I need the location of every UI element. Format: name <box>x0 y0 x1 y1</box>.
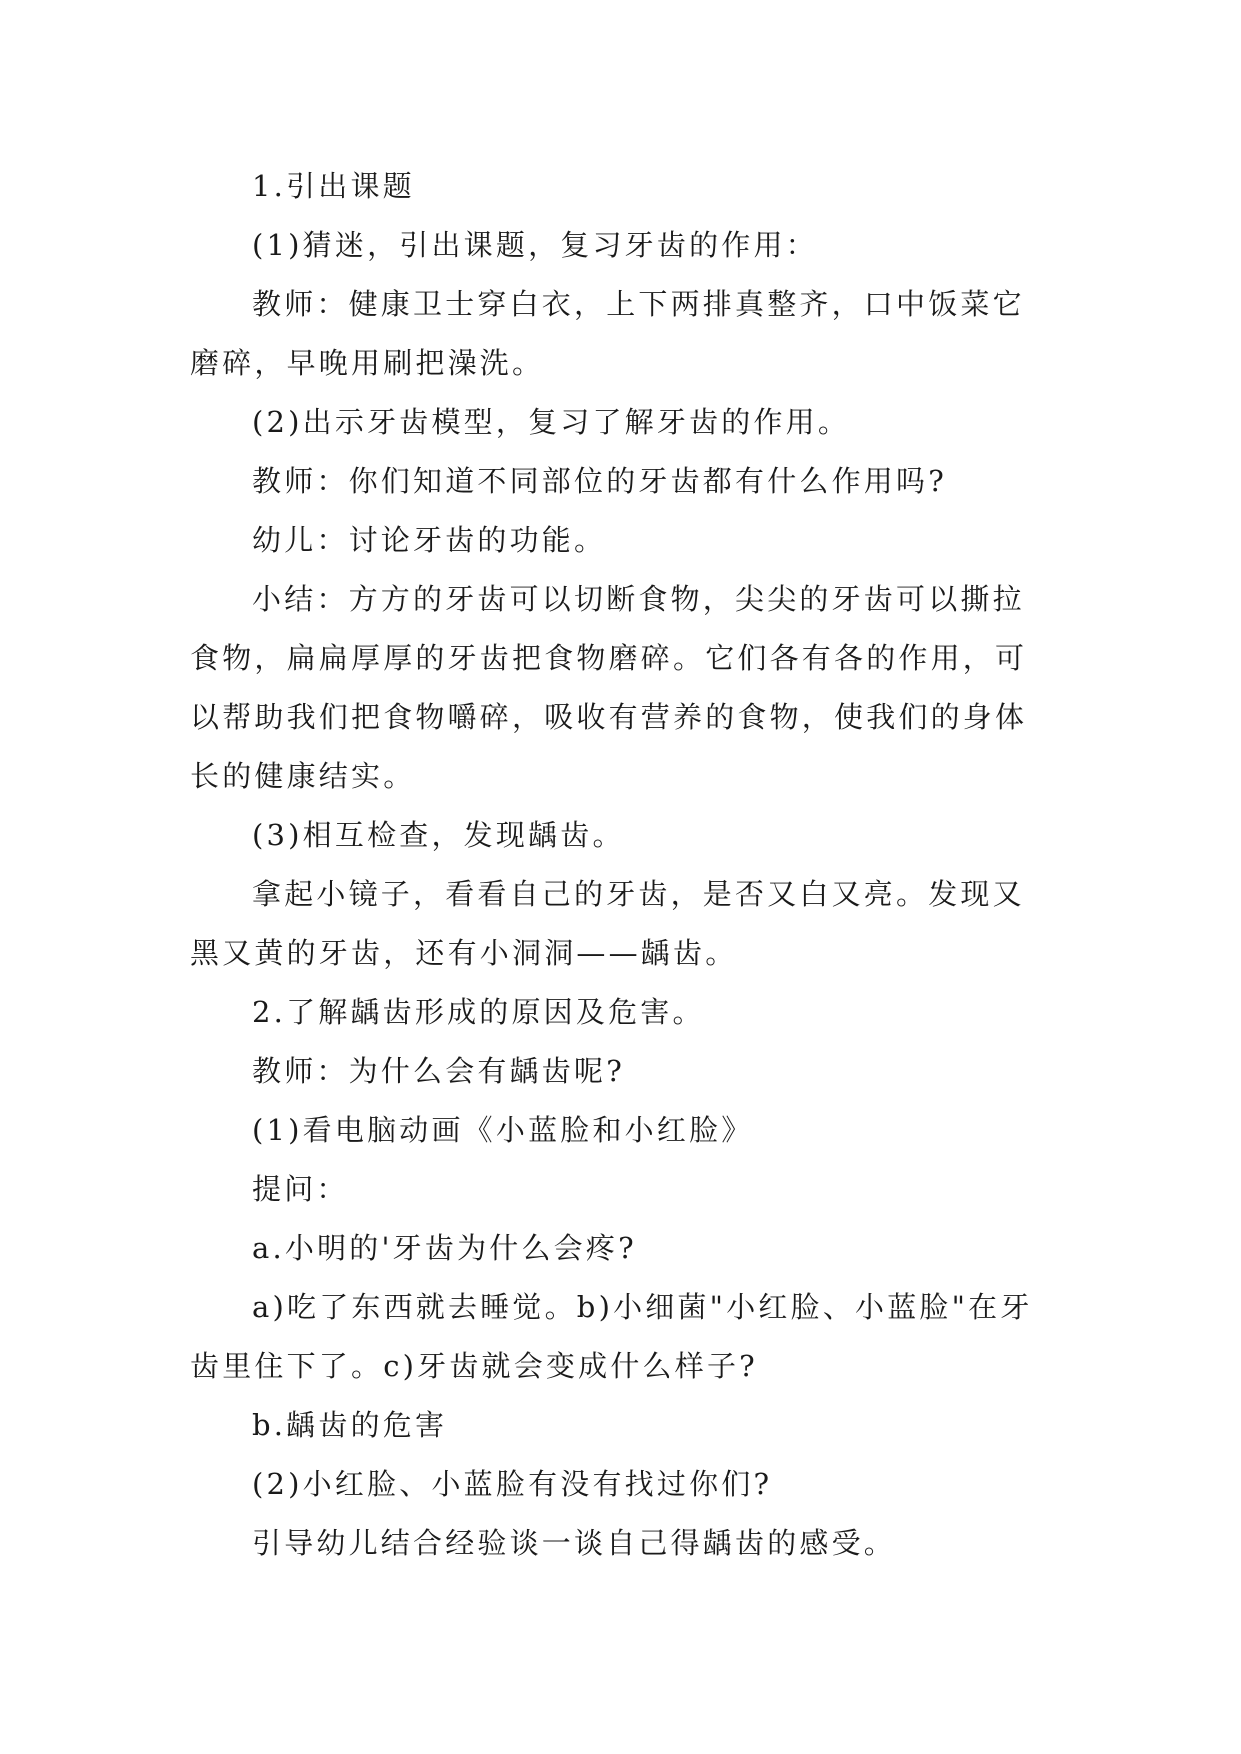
paragraph-teacher-riddle: 教师：健康卫士穿白衣，上下两排真整齐，口中饭菜它磨碎，早晚用刷把澡洗。 <box>190 287 1025 380</box>
paragraph-teacher-why: 教师：为什么会有龋齿呢? <box>252 1054 625 1088</box>
paragraph-question-b: b.龋齿的危害 <box>252 1408 448 1442</box>
paragraph-answers: a)吃了东西就去睡觉。b)小细菌"小红脸、小蓝脸"在牙齿里住下了。c)牙齿就会变成什么样子? <box>190 1290 1033 1383</box>
paragraph-mirror-check: 拿起小镜子，看看自己的牙齿，是否又白又亮。发现又黑又黄的牙齿，还有小洞洞——龋齿。 <box>190 877 1025 970</box>
paragraph-teacher-question: 教师：你们知道不同部位的牙齿都有什么作用吗? <box>252 464 947 498</box>
paragraph-question-a: a.小明的'牙齿为什么会疼? <box>252 1231 637 1265</box>
paragraph-children-discuss: 幼儿：讨论牙齿的功能。 <box>252 523 607 557</box>
paragraph-step-2-2: (2)小红脸、小蓝脸有没有找过你们? <box>252 1467 773 1501</box>
paragraph-heading-1: 1.引出课题 <box>252 169 415 203</box>
paragraph-guide: 引导幼儿结合经验谈一谈自己得龋齿的感受。 <box>252 1526 897 1560</box>
paragraph-summary: 小结：方方的牙齿可以切断食物，尖尖的牙齿可以撕拉食物，扁扁厚厚的牙齿把食物磨碎。它们各有各的作用，可以帮助我们把食物嚼碎，吸收有营养的食物，使我们的身体长的健康结实。 <box>190 582 1028 793</box>
paragraph-questions-label: 提问： <box>252 1172 349 1206</box>
paragraph-step-1-3: (3)相互检查，发现龋齿。 <box>252 818 625 852</box>
paragraph-step-1-1: (1)猜迷，引出课题，复习牙齿的作用： <box>252 228 818 262</box>
document-body <box>190 157 1050 1573</box>
paragraph-step-2-1: (1)看电脑动画《小蓝脸和小红脸》 <box>252 1113 754 1147</box>
paragraph-step-1-2: (2)出示牙齿模型，复习了解牙齿的作用。 <box>252 405 851 439</box>
paragraph-heading-2: 2.了解龋齿形成的原因及危害。 <box>252 995 705 1029</box>
